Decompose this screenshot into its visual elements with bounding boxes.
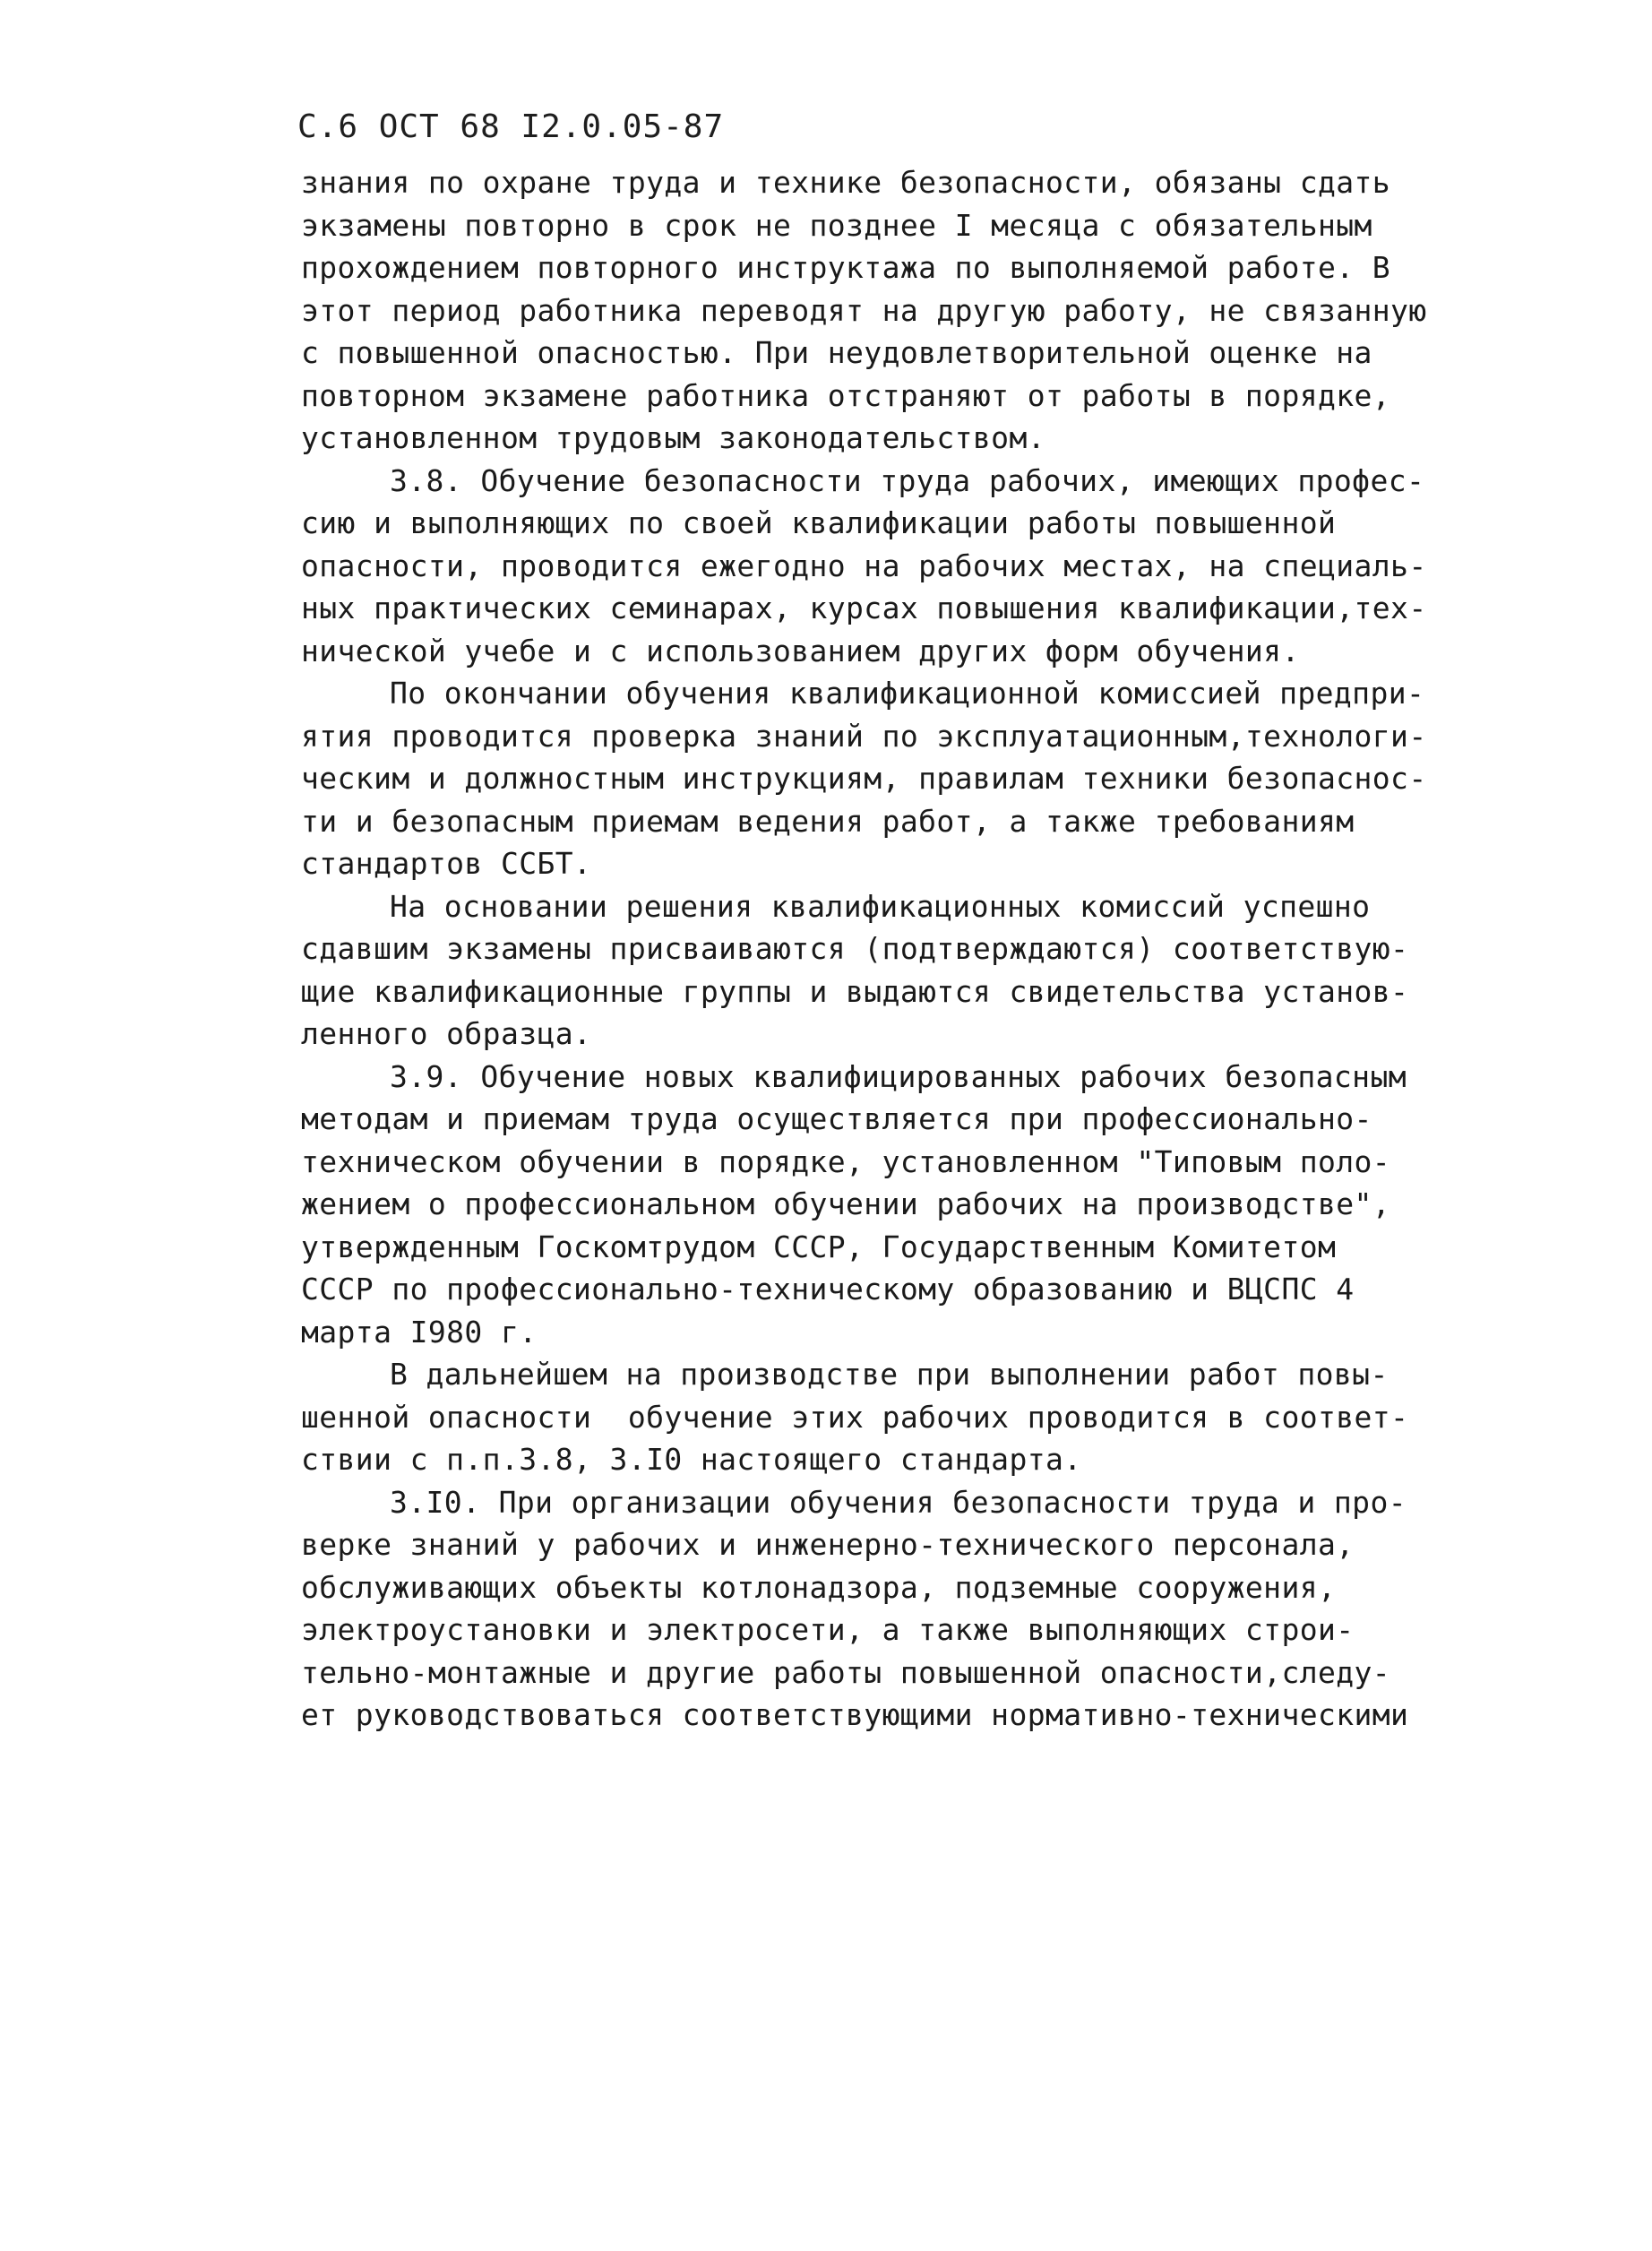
text-line: с повышенной опасностью. При неудовлетворительной оценке на: [301, 335, 1372, 370]
document-body: [301, 161, 1427, 1737]
text-line: По окончании обучения квалификационной комиссией предпри-: [390, 676, 1425, 711]
text-line: опасности, проводится ежегодно на рабочих местах, на специаль-: [301, 548, 1427, 583]
text-line: нической учебе и с использованием других форм обучения.: [301, 633, 1300, 668]
text-line: ных практических семинарах, курсах повышения квалификации,тех-: [301, 591, 1427, 625]
text-line: прохождением повторного инструктажа по выполняемой работе. В: [301, 250, 1391, 285]
text-line: утвержденным Госкомтрудом СССР, Государственным Комитетом: [301, 1229, 1337, 1264]
text-line: электроустановки и электросети, а также выполняющих строи-: [301, 1612, 1355, 1647]
text-line: сдавшим экзамены присваиваются (подтверждаются) соответствую-: [301, 931, 1409, 966]
text-line: тельно-монтажные и другие работы повышенной опасности,следу-: [301, 1654, 1391, 1690]
text-line: повторном экзамене работника отстраняют от работы в порядке,: [301, 377, 1391, 413]
text-line: ленного образца.: [301, 1016, 592, 1051]
text-line: щие квалификационные группы и выдаются свидетельства установ-: [301, 973, 1409, 1009]
text-line: 3.9. Обучение новых квалифицированных рабочих безопасным: [390, 1058, 1407, 1094]
text-line: обслуживающих объекты котлонадзора, подземные сооружения,: [301, 1569, 1337, 1605]
text-line: техническом обучении в порядке, установленном "Типовым поло-: [301, 1143, 1391, 1179]
text-line: шенной опасности обучение этих рабочих проводится в соответ-: [301, 1399, 1409, 1435]
text-line: жением о профессиональном обучении рабочих на производстве",: [301, 1186, 1391, 1221]
text-line: ческим и должностным инструкциям, правилам техники безопаснос-: [301, 761, 1427, 796]
text-line: ет руководствоваться соответствующими нормативно-техническими: [301, 1697, 1409, 1732]
text-line: СССР по профессионально-техническому образованию и ВЦСПС 4: [301, 1272, 1355, 1307]
text-line: верке знаний у рабочих и инженерно-технического персонала,: [301, 1527, 1355, 1562]
text-line: ти и безопасным приемам ведения работ, а также требованиям: [301, 803, 1355, 839]
text-line: стандартов ССБТ.: [301, 846, 592, 881]
text-line: экзамены повторно в срок не позднее I месяца с обязательным: [301, 207, 1372, 243]
text-line: 3.I0. При организации обучения безопасности труда и про-: [390, 1484, 1407, 1520]
text-line: На основании решения квалификационных комиссий успешно: [390, 888, 1371, 924]
text-line: 3.8. Обучение безопасности труда рабочих, имеющих профес-: [390, 462, 1425, 498]
text-line: знания по охране труда и технике безопасности, обязаны сдать: [301, 165, 1391, 200]
text-line: В дальнейшем на производстве при выполнении работ повы-: [390, 1357, 1389, 1392]
text-line: установленном трудовым законодательством.: [301, 420, 1045, 455]
text-line: этот период работника переводят на другую работу, не связанную: [301, 292, 1427, 328]
text-line: ствии с п.п.3.8, 3.I0 настоящего стандарта.: [301, 1442, 1082, 1477]
text-line: сию и выполняющих по своей квалификации работы повышенной: [301, 505, 1337, 540]
text-line: ятия проводится проверка знаний по эксплуатационным,технологи-: [301, 718, 1427, 754]
text-line: методам и приемам труда осуществляется при профессионально-: [301, 1101, 1372, 1136]
text-line: марта I980 г.: [301, 1314, 538, 1350]
page-header: С.6 ОСТ 68 I2.0.05-87: [297, 108, 725, 145]
